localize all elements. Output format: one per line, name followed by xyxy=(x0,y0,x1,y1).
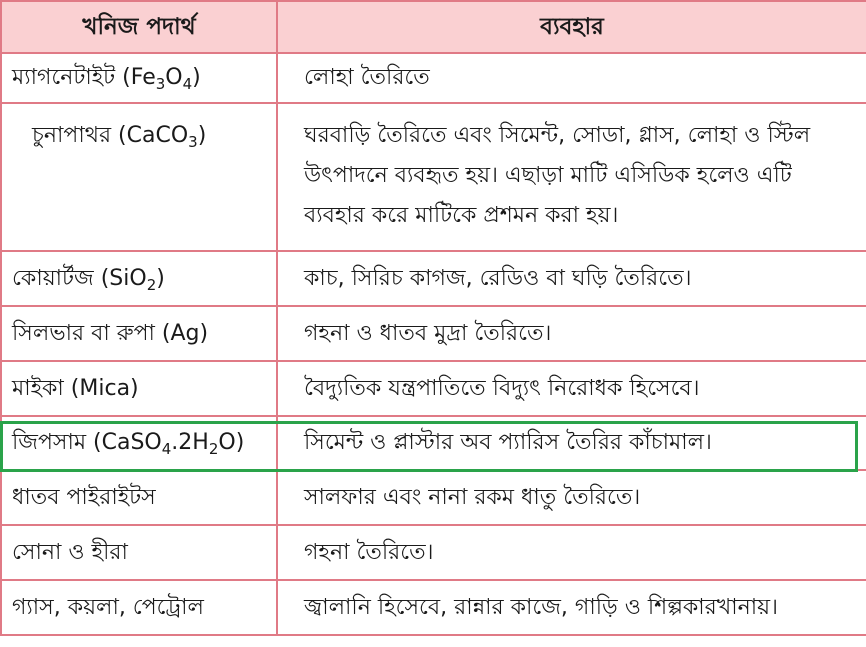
table-row-highlighted xyxy=(1,416,866,470)
mineral-cell: জিপসাম $(CaSO_4.2H_2O)$ xyxy=(1,416,277,470)
mineral-cell: ম্যাগনেটাইট $(Fe_3O_4)$ xyxy=(1,53,277,103)
mineral-cell: ধাতব পাইরাইটস xyxy=(1,470,277,525)
use-cell: লোহা তৈরিতে xyxy=(277,53,866,103)
use-cell: বৈদ্যুতিক যন্ত্রপাতিতে বিদ্যুৎ নিরোধক হিসেবে। xyxy=(277,361,866,416)
mineral-cell: চুনাপাথর (CaCO$_3$) xyxy=(1,103,277,251)
table-row xyxy=(1,470,866,525)
table-row xyxy=(1,361,866,416)
use-cell: সিমেন্ট ও প্লাস্টার অব প্যারিস তৈরির কাঁচামাল। xyxy=(277,416,866,470)
use-cell: গহনা ও ধাতব মুদ্রা তৈরিতে। xyxy=(277,306,866,361)
table-row xyxy=(1,103,866,251)
table-row xyxy=(1,580,866,635)
table-row xyxy=(1,53,866,103)
use-cell: কাচ, সিরিচ কাগজ, রেডিও বা ঘড়ি তৈরিতে। xyxy=(277,251,866,306)
use-cell: ঘরবাড়ি তৈরিতে এবং সিমেন্ট, সোডা, গ্লাস, লোহা ও স্টিল উৎপাদনে ব্যবহৃত হয়। এছাড়া মাটি এসিডিক হলেও এটি ব্যবহার করে মাটিকে প্রশমন করা হয়। xyxy=(277,103,866,251)
mineral-cell: মাইকা (Mica) xyxy=(1,361,277,416)
use-cell: গহনা তৈরিতে। xyxy=(277,525,866,580)
table-row xyxy=(1,251,866,306)
mineral-cell: সিলভার বা রুপা (Ag) xyxy=(1,306,277,361)
mineral-cell: কোয়ার্টজ (SiO$_2$) xyxy=(1,251,277,306)
header-mineral: খনিজ পদার্থ xyxy=(1,1,277,53)
use-cell: সালফার এবং নানা রকম ধাতু তৈরিতে। xyxy=(277,470,866,525)
table-row xyxy=(1,306,866,361)
use-cell: জ্বালানি হিসেবে, রান্নার কাজে, গাড়ি ও শিল্পকারখানায়। xyxy=(277,580,866,635)
header-row xyxy=(1,1,866,53)
mineral-cell: গ্যাস, কয়লা, পেট্রোল xyxy=(1,580,277,635)
mineral-cell: সোনা ও হীরা xyxy=(1,525,277,580)
table-row xyxy=(1,525,866,580)
header-use: ব্যবহার xyxy=(277,1,866,53)
